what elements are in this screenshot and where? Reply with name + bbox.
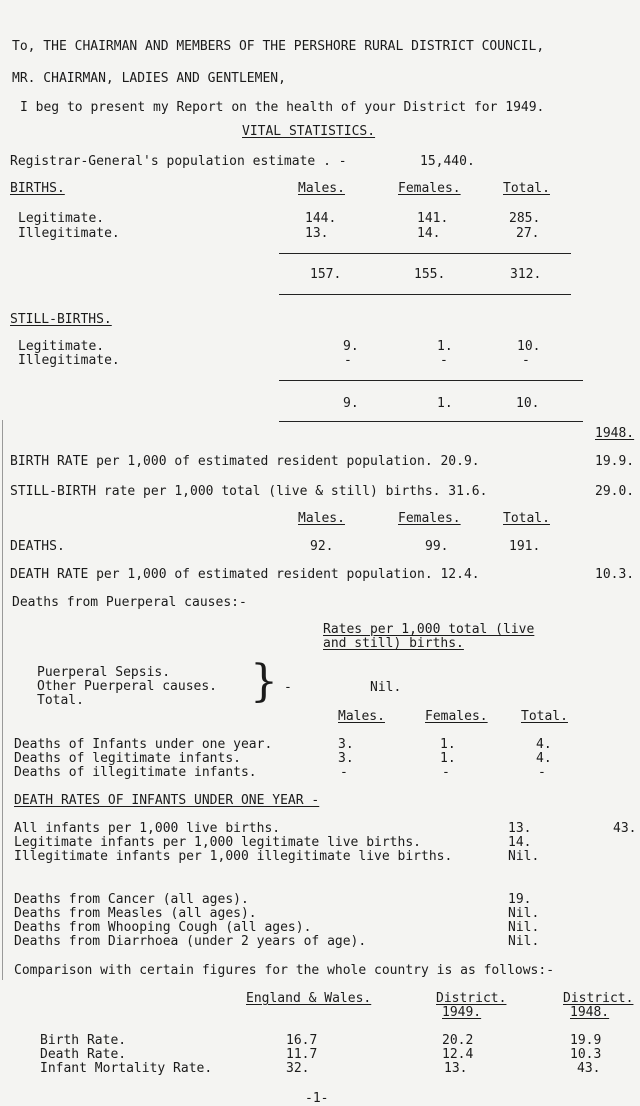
comparison-row-ew: 16.7 <box>286 1033 318 1048</box>
comparison-row-label: Death Rate. <box>40 1047 127 1062</box>
puerperal-item: Other Puerperal causes. <box>37 679 218 694</box>
comparison-heading: Comparison with certain figures for the whole country is as follows:- <box>14 963 555 978</box>
infants-row-males: 3. <box>338 737 354 752</box>
vital-statistics-heading: VITAL STATISTICS. <box>242 124 376 139</box>
comparison-col-england: England & Wales. <box>246 991 372 1006</box>
comparison-row-label: Infant Mortality Rate. <box>40 1061 213 1076</box>
infant-rate-value: 14. <box>508 835 532 850</box>
births-legit-females: 141. <box>417 211 449 226</box>
births-total-females: 155. <box>414 267 446 282</box>
births-rule <box>279 253 571 254</box>
infants-row-females: - <box>442 765 450 780</box>
stillbirth-rate-label: STILL-BIRTH rate per 1,000 total (live & still) births. 31.6. <box>10 484 488 499</box>
infant-rate-1948: 43. <box>613 821 637 836</box>
birth-rate-1948: 19.9. <box>595 454 635 469</box>
births-col-males: Males. <box>298 181 345 196</box>
infants-row-males: 3. <box>338 751 354 766</box>
infants-col-total: Total. <box>521 709 568 724</box>
infants-col-females: Females. <box>425 709 488 724</box>
infant-rates-heading: DEATH RATES OF INFANTS UNDER ONE YEAR - <box>14 793 320 808</box>
infants-row-label: Deaths of legitimate infants. <box>14 751 241 766</box>
death-rate-1948: 10.3. <box>595 567 635 582</box>
infants-row-total: 4. <box>536 751 552 766</box>
infant-rate-label: Illegitimate infants per 1,000 illegitimate live births. <box>14 849 453 864</box>
stillbirths-rule <box>279 380 583 381</box>
deaths-label: DEATHS. <box>10 539 65 554</box>
puerperal-heading: Deaths from Puerperal causes:- <box>12 595 247 610</box>
births-col-females: Females. <box>398 181 461 196</box>
comparison-row-d49: 12.4 <box>442 1047 474 1062</box>
stillbirths-total-females: 1. <box>437 396 453 411</box>
infants-row-label: Deaths of Infants under one year. <box>14 737 273 752</box>
intro-line: I beg to present my Report on the health of your District for 1949. <box>20 100 545 115</box>
stillbirths-illegit-total: - <box>522 353 530 368</box>
birth-rate-label: BIRTH RATE per 1,000 of estimated resident population. 20.9. <box>10 454 480 469</box>
stillbirths-illegit-label: Illegitimate. <box>18 353 120 368</box>
comparison-row-d48: 19.9 <box>570 1033 602 1048</box>
infants-row-total: - <box>538 765 546 780</box>
puerperal-brace: } <box>250 656 278 707</box>
infants-row-label: Deaths of illegitimate infants. <box>14 765 257 780</box>
infants-row-males: - <box>340 765 348 780</box>
stillbirths-legit-males: 9. <box>343 339 359 354</box>
births-total-total: 312. <box>510 267 542 282</box>
births-total-rule <box>279 294 571 295</box>
infants-row-females: 1. <box>440 751 456 766</box>
deaths-col-total: Total. <box>503 511 550 526</box>
cause-label: Deaths from Measles (all ages). <box>14 906 257 921</box>
deaths-males: 92. <box>310 539 334 554</box>
births-legit-males: 144. <box>305 211 337 226</box>
stillbirths-heading: STILL-BIRTHS. <box>10 312 112 327</box>
comparison-row-ew: 11.7 <box>286 1047 318 1062</box>
births-illegit-males: 13. <box>305 226 329 241</box>
births-col-total: Total. <box>503 181 550 196</box>
cause-label: Deaths from Diarrhoea (under 2 years of age). <box>14 934 367 949</box>
cause-value: Nil. <box>508 906 540 921</box>
stillbirths-illegit-males: - <box>344 353 352 368</box>
comparison-row-d48: 43. <box>577 1061 601 1076</box>
stillbirths-legit-total: 10. <box>517 339 541 354</box>
puerperal-dash: - <box>284 680 292 695</box>
births-illegit-females: 14. <box>417 226 441 241</box>
deaths-col-males: Males. <box>298 511 345 526</box>
puerperal-rates-header-1: Rates per 1,000 total (live <box>323 622 535 637</box>
stillbirths-illegit-females: - <box>440 353 448 368</box>
margin-line <box>2 420 3 980</box>
stillbirths-total-total: 10. <box>516 396 540 411</box>
comparison-row-d48: 10.3 <box>570 1047 602 1062</box>
cause-label: Deaths from Cancer (all ages). <box>14 892 249 907</box>
births-heading: BIRTHS. <box>10 181 65 196</box>
stillbirths-legit-females: 1. <box>437 339 453 354</box>
infants-row-total: 4. <box>536 737 552 752</box>
infants-row-females: 1. <box>440 737 456 752</box>
comparison-row-ew: 32. <box>286 1061 310 1076</box>
cause-value: Nil. <box>508 934 540 949</box>
comparison-col-district-1948: District. <box>563 991 634 1006</box>
puerperal-rates-header-2: and still) births. <box>323 636 464 651</box>
births-legit-total: 285. <box>509 211 541 226</box>
population-value: 15,440. <box>420 154 475 169</box>
infant-rate-label: All infants per 1,000 live births. <box>14 821 281 836</box>
population-label: Registrar-General's population estimate . - <box>10 154 347 169</box>
puerperal-item: Total. <box>37 693 84 708</box>
stillbirth-rate-1948: 29.0. <box>595 484 635 499</box>
cause-value: Nil. <box>508 920 540 935</box>
comparison-row-d49: 20.2 <box>442 1033 474 1048</box>
page-number: -1- <box>305 1091 329 1106</box>
address-line: To, THE CHAIRMAN AND MEMBERS OF THE PERSHORE RURAL DISTRICT COUNCIL, <box>12 39 545 54</box>
puerperal-item: Puerperal Sepsis. <box>37 665 171 680</box>
death-rate-label: DEATH RATE per 1,000 of estimated resident population. 12.4. <box>10 567 480 582</box>
deaths-total: 191. <box>509 539 541 554</box>
infant-rate-value: 13. <box>508 821 532 836</box>
infant-rate-value: Nil. <box>508 849 540 864</box>
comparison-col-district-1949: District. <box>436 991 507 1006</box>
puerperal-value: Nil. <box>370 680 402 695</box>
comparison-col-district-1948-year: 1948. <box>570 1005 610 1020</box>
births-legit-label: Legitimate. <box>18 211 105 226</box>
births-illegit-label: Illegitimate. <box>18 226 120 241</box>
cause-label: Deaths from Whooping Cough (all ages). <box>14 920 312 935</box>
salutation: MR. CHAIRMAN, LADIES AND GENTLEMEN, <box>12 71 286 86</box>
stillbirths-total-rule <box>279 421 583 422</box>
infant-rate-label: Legitimate infants per 1,000 legitimate live births. <box>14 835 421 850</box>
deaths-females: 99. <box>425 539 449 554</box>
births-illegit-total: 27. <box>516 226 540 241</box>
comparison-row-label: Birth Rate. <box>40 1033 127 1048</box>
infants-col-males: Males. <box>338 709 385 724</box>
stillbirths-total-males: 9. <box>343 396 359 411</box>
cause-value: 19. <box>508 892 532 907</box>
stillbirths-legit-label: Legitimate. <box>18 339 105 354</box>
deaths-col-females: Females. <box>398 511 461 526</box>
comparison-row-d49: 13. <box>444 1061 468 1076</box>
year-1948-heading: 1948. <box>595 426 635 441</box>
births-total-males: 157. <box>310 267 342 282</box>
comparison-col-district-1949-year: 1949. <box>442 1005 482 1020</box>
